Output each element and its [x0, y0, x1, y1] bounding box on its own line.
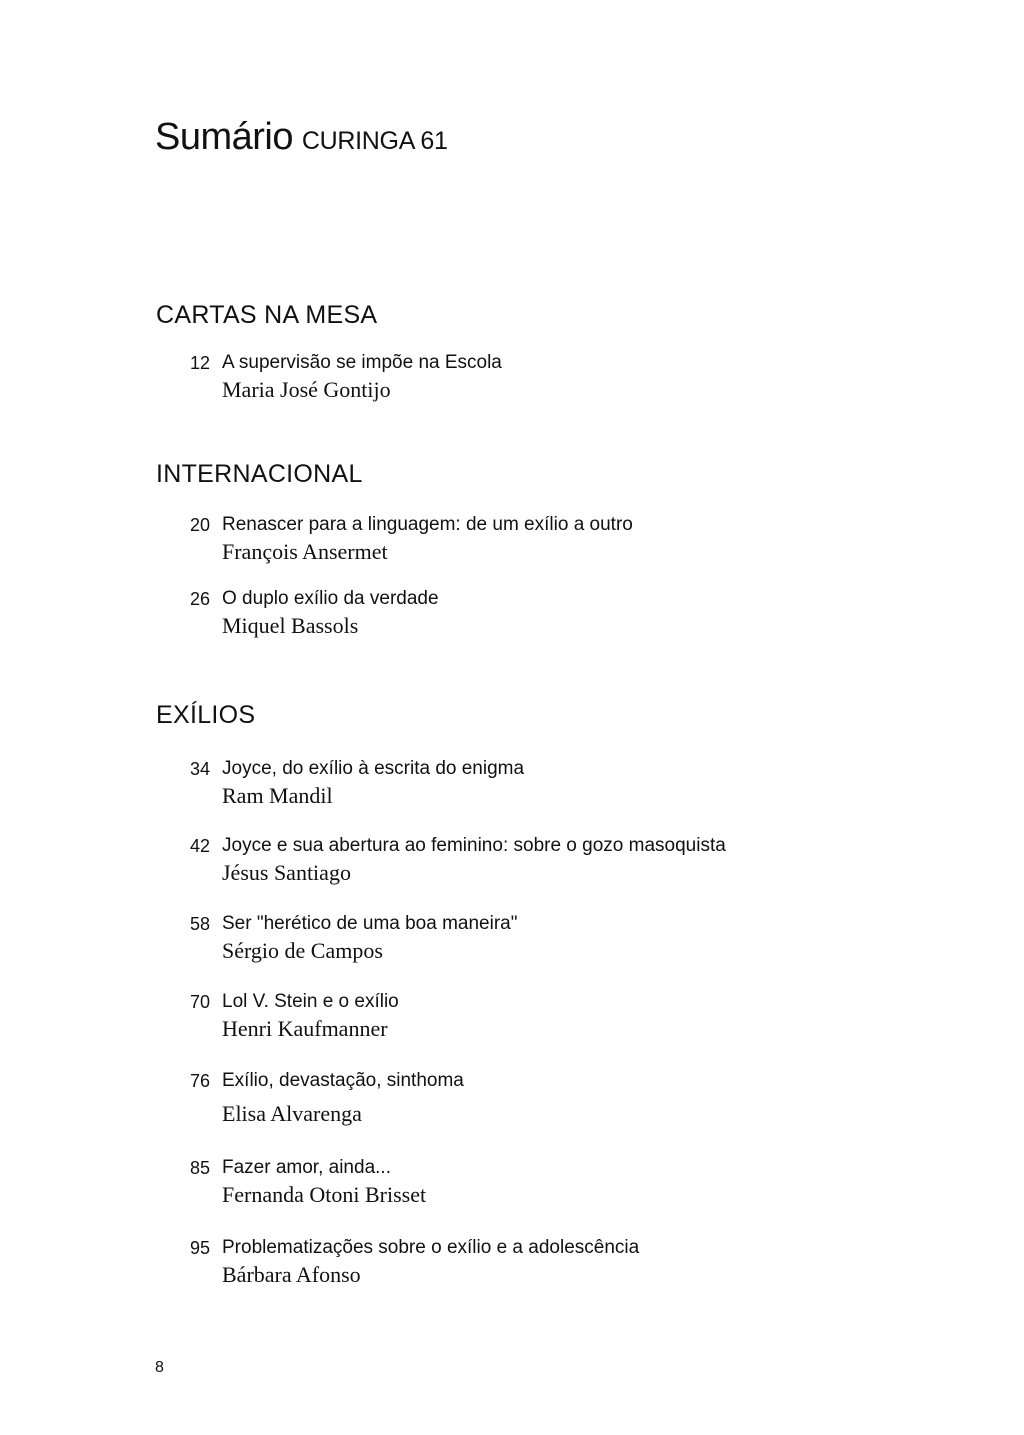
toc-entry	[0, 835, 1024, 895]
toc-entry	[0, 991, 1024, 1051]
toc-entry	[0, 913, 1024, 973]
entry-title: Joyce e sua abertura ao feminino: sobre o gozo masoquista	[222, 835, 726, 856]
entry-title: Ser "herético de uma boa maneira"	[222, 913, 518, 934]
entry-title: Joyce, do exílio à escrita do enigma	[222, 758, 525, 779]
entry-author: Elisa Alvarenga	[222, 1101, 362, 1126]
section-heading-cartas-na-mesa: CARTAS NA MESA	[156, 301, 378, 329]
entry-author: Fernanda Otoni Brisset	[222, 1182, 427, 1207]
entry-title: Problematizações sobre o exílio e a adolescência	[222, 1237, 640, 1258]
toc-entry	[0, 1237, 1024, 1297]
entry-author: Maria José Gontijo	[222, 377, 391, 402]
entry-author: Miquel Bassols	[222, 613, 359, 638]
folio-page-number: 8	[155, 1359, 164, 1376]
entry-page-number: 34	[189, 759, 210, 779]
toc-entry	[0, 1157, 1024, 1217]
entry-title: Exílio, devastação, sinthoma	[222, 1070, 464, 1091]
title-main: Sumário	[155, 116, 293, 158]
entry-author: François Ansermet	[222, 539, 388, 564]
toc-entry	[0, 588, 1024, 648]
entry-page-number: 95	[189, 1238, 210, 1258]
entry-page-number: 42	[189, 836, 210, 856]
entry-author: Henri Kaufmanner	[222, 1016, 388, 1041]
entry-page-number: 85	[189, 1158, 210, 1178]
title-subtitle: CURINGA 61	[301, 127, 448, 155]
entry-author: Bárbara Afonso	[222, 1262, 361, 1287]
entry-page-number: 76	[189, 1071, 210, 1091]
toc-entry	[0, 352, 1024, 412]
entry-title: Lol V. Stein e o exílio	[222, 991, 399, 1012]
entry-author: Sérgio de Campos	[222, 938, 383, 963]
section-heading-exilios: EXÍLIOS	[156, 701, 256, 729]
entry-title: O duplo exílio da verdade	[222, 588, 439, 609]
page-title	[155, 118, 448, 156]
toc-entry	[0, 1070, 1024, 1130]
entry-title: Renascer para a linguagem: de um exílio a outro	[222, 514, 633, 535]
entry-page-number: 20	[189, 515, 210, 535]
entry-title: A supervisão se impõe na Escola	[222, 352, 502, 373]
entry-author: Jésus Santiago	[222, 860, 351, 885]
entry-page-number: 58	[189, 914, 210, 934]
entry-page-number: 12	[189, 353, 210, 373]
entry-author: Ram Mandil	[222, 783, 333, 808]
section-heading-internacional: INTERNACIONAL	[156, 460, 363, 488]
entry-page-number: 26	[189, 589, 210, 609]
toc-entry	[0, 758, 1024, 818]
entry-title: Fazer amor, ainda...	[222, 1157, 391, 1178]
toc-entry	[0, 514, 1024, 574]
entry-page-number: 70	[189, 992, 210, 1012]
